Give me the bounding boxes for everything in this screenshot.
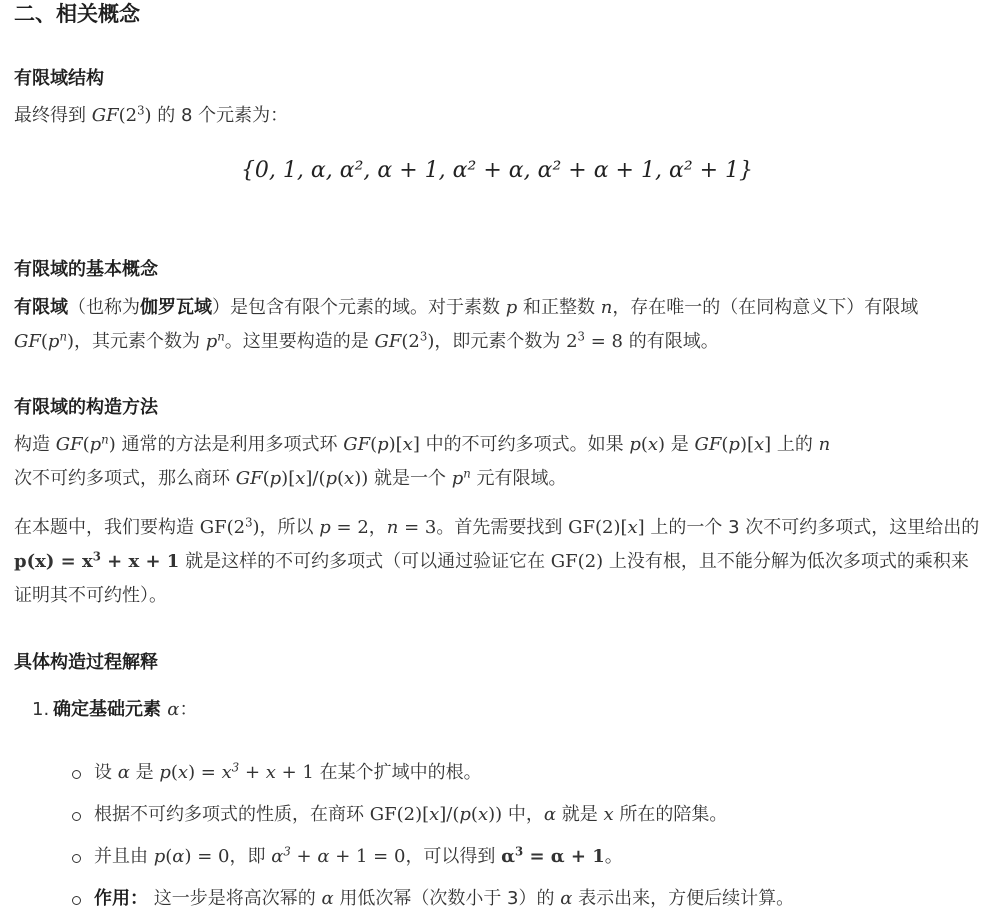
bullet-item-2: 根据不可约多项式的性质，在商环 GF(2)[x]/(p(x)) 中，α 就是 x 所在的陪集。 [94,804,728,825]
heading-basic-concept: 有限域的基本概念 [14,259,158,280]
text: 的 8 个元素为： [151,105,289,126]
text: 所在的陪集。 [613,804,728,825]
text: 设 [94,762,118,783]
text: 是 [129,762,160,783]
text: 最终得到 [14,105,92,126]
text: 上的一个 3 次不可约多项式，这里给出的 [644,517,980,538]
text: 上的 [771,434,819,455]
text: 在本题中，我们要构造 [14,517,200,538]
text: 用低次幂（次数小于 3）的 [333,888,561,909]
text: 这一步是将高次幂的 [148,888,322,909]
paragraph-field-structure: 最终得到 $GF(2^3)$ 的 8 个元素为： [14,103,289,126]
text: ，其元素个数为 [74,331,206,352]
text: 上没有根，且不能分解为低次多项式的乘积来证明其不可约性）。 [14,551,969,606]
text: 是 [665,434,695,455]
text: 。 [604,846,623,867]
bullet-item-3: 并且由 p(α) = 0，即 $\alpha^3 + \alpha + 1 = 0$，可以得到 $\alpha^3 = \alpha + 1$。 [94,844,623,867]
text: 和正整数 [517,297,601,318]
text: 通常的方法是利用多项式环 [115,434,344,455]
text: ）是包含有限个元素的域。对于素数 [212,297,506,318]
bullet-icon [72,812,81,821]
text: ，存在唯一的（在同构意义下）有限域 [612,297,919,318]
section-title: 二、相关概念 [14,2,140,26]
text: ，所以 [259,517,320,538]
text: 中的不可约多项式。如果 [419,434,630,455]
heading-construction-method: 有限域的构造方法 [14,397,158,418]
text: ： [179,699,198,720]
heading-field-structure: 有限域结构 [14,68,104,89]
paragraph-construction-2: 在本题中，我们要构造 $GF(2^3)$，所以 p = 2，n = 3。首先需要找到 GF(2)[x] 上的一个 3 次不可约多项式，这里给出的 $p(x) = x^3 + x + 1$ 就是这样的不可约多项式（可以通过验证它在 GF(2) 上没有根，且不能分解为低次多项式的乘积来证明其不可约性）。 [14,515,980,606]
text: 的有限域。 [622,331,719,352]
text: ，即 [229,846,272,867]
text: 构造 [14,434,56,455]
bold-term: 伽罗瓦域 [140,297,212,318]
list-item-1: 确定基础元素 α： [53,699,198,720]
text: 根据不可约多项式的性质，在商环 [94,804,370,825]
list-item-number: 1. [32,699,50,720]
text: 就是 [556,804,604,825]
text: 元有限域。 [470,468,567,489]
bold-term: 作用： [94,888,148,909]
text: ， [368,517,387,538]
bullet-item-1: 设 α 是 $p(x) = x^3 + x + 1$ 在某个扩域中的根。 [94,760,482,783]
text: （也称为 [68,297,140,318]
bullet-icon [72,854,81,863]
element-set-formula: {0, 1, α, α², α + 1, α² + α, α² + α + 1, α² + 1} [240,158,754,183]
text: 在某个扩域中的根。 [313,762,482,783]
text: 。首先需要找到 [436,517,569,538]
text: 中， [502,804,544,825]
bullet-icon [72,896,81,905]
text: 并且由 [94,846,154,867]
heading-construction-process: 具体构造过程解释 [14,652,158,673]
text: ，可以得到 [405,846,502,867]
paragraph-basic-concept: 有限域（也称为伽罗瓦域）是包含有限个元素的域。对于素数 p 和正整数 n，存在唯一的（在同构意义下）有限域 $GF(p^n)$，其元素个数为 $p^n$。这里要构造的是 $GF(2^3)$，即元素个数为 $2^3 = 8$ 的有限域。 [14,297,919,352]
text: 。这里要构造的是 [224,331,375,352]
text: 就是一个 [368,468,452,489]
text: 次不可约多项式，那么商环 [14,468,236,489]
paragraph-construction-1: 构造 $GF(p^n)$ 通常的方法是利用多项式环 GF(p)[x] 中的不可约多项式。如果 p(x) 是 GF(p)[x] 上的 n 次不可约多项式，那么商环 GF(p)[x]/(p(x)) 就是一个 $p^n$ 元有限域。 [14,432,831,489]
bullet-item-4: 作用： 这一步是将高次幂的 α 用低次幂（次数小于 3）的 α 表示出来，方便后续计算。 [94,888,795,909]
bullet-icon [72,770,81,779]
text: 表示出来，方便后续计算。 [572,888,795,909]
text: 就是这样的不可约多项式（可以通过验证它在 [179,551,551,572]
text: ，即元素个数为 [434,331,567,352]
bold-term: 确定基础元素 [53,699,168,720]
bold-term: 有限域 [14,297,68,318]
